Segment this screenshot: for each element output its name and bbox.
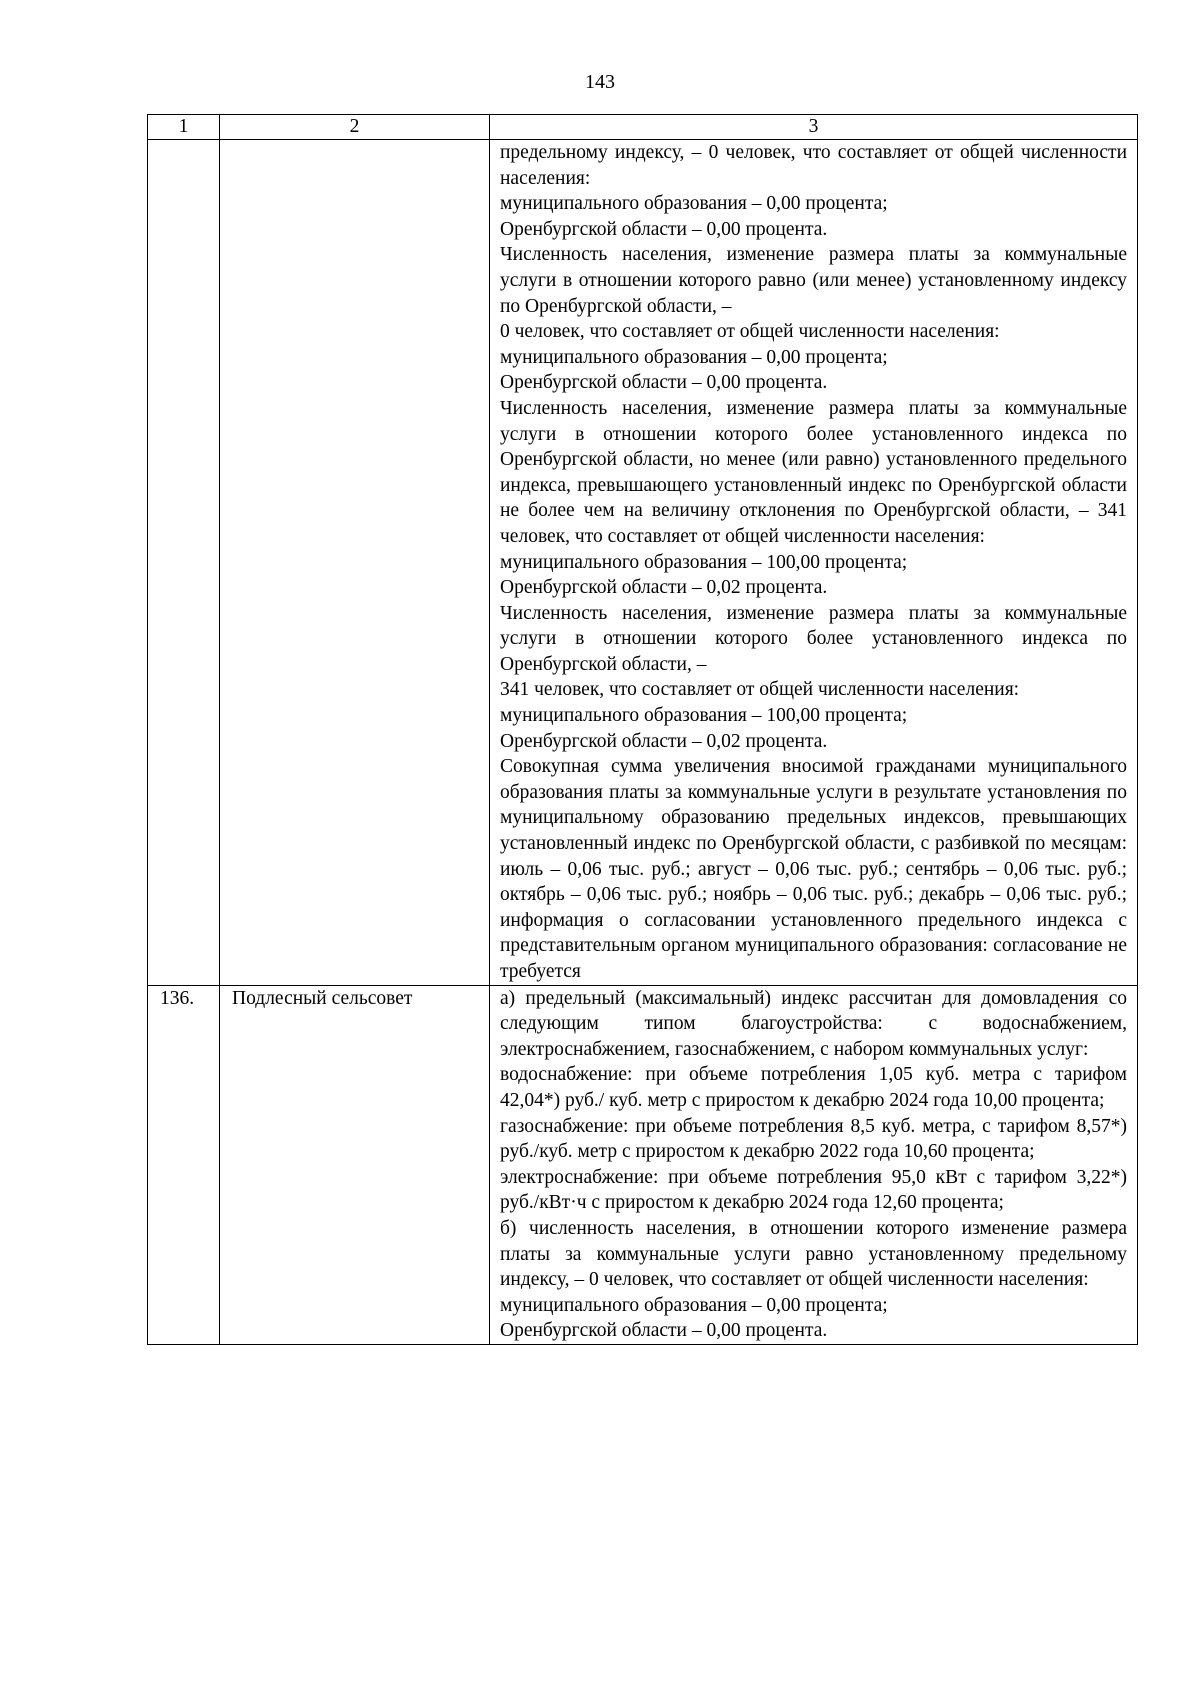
paragraph: электроснабжение: при объеме потребления 95,0 кВт с тарифом 3,22*) руб./кВт·ч с приростом к декабрю 2024 года 12,60 процента;: [500, 1166, 1127, 1214]
page-number: 143: [585, 71, 615, 93]
paragraph: Совокупная сумма увеличения вносимой гражданами муниципального образования платы за коммунальные услуги в результате установления по муниципальному образованию предельных индексов, превышающих установленный индекс по Оренбургской области, с разбивкой по месяцам: июль – 0,06 тыс. руб.; август – 0,06 тыс. руб.; сентябрь – 0,06 тыс. руб.; октябрь – 0,06 тыс. руб.; ноябрь – 0,06 тыс. руб.; декабрь – 0,06 тыс. руб.; информация о согласовании установленного предельного индекса с представительным органом муниципального образования: согласование не требуется: [500, 756, 1127, 982]
paragraph: Оренбургской области – 0,02 процента.: [500, 730, 828, 752]
paragraph: Численность населения, изменение размера платы за коммунальные услуги в отношении которого более установленного индекса по Оренбургской области, –: [500, 602, 1127, 675]
table-header-row: [148, 115, 1138, 140]
paragraph: муниципального образования – 0,00 процента;: [500, 193, 888, 215]
paragraph: Оренбургской области – 0,00 процента.: [500, 372, 828, 394]
paragraph: 0 человек, что составляет от общей численности населения:: [500, 321, 1000, 343]
paragraph: газоснабжение: при объеме потребления 8,5 куб. метра, с тарифом 8,57*) руб./куб. метр с приростом к декабрю 2022 года 10,60 процента;: [500, 1115, 1127, 1163]
table-row: [148, 140, 1138, 986]
paragraph: муниципального образования – 100,00 процента;: [500, 551, 908, 573]
table-row: [148, 985, 1138, 1344]
header-col-2: 2: [220, 115, 490, 140]
paragraph: Оренбургской области – 0,02 процента.: [500, 577, 828, 599]
header-col-1: 1: [148, 115, 220, 140]
paragraph: Оренбургской области – 0,00 процента.: [500, 1320, 828, 1342]
paragraph: а) предельный (максимальный) индекс рассчитан для домовладения со следующим типом благоустройства: с водоснабжением, электроснабжением, газоснабжением, с набором коммунальных услуг:: [500, 987, 1127, 1060]
document-table: [147, 114, 1138, 1345]
paragraph: муниципального образования – 0,00 процента;: [500, 346, 888, 368]
paragraph: Численность населения, изменение размера платы за коммунальные услуги в отношении которого более установленного индекса по Оренбургской области, но менее (или равно) установленного предельного индекса, превышающего установленный индекс по Оренбургской области не более чем на величину отклонения по Оренбургской области, – 341 человек, что составляет от общей численности населения:: [500, 397, 1127, 547]
paragraph: б) численность населения, в отношении которого изменение размера платы за коммунальные услуги равно установленному предельному индексу, – 0 человек, что составляет от общей численности населения:: [500, 1217, 1127, 1291]
row-number: 136.: [148, 985, 220, 1344]
paragraph: Численность населения, изменение размера платы за коммунальные услуги в отношении которого равно (или менее) установленному индексу по Оренбургской области, –: [500, 244, 1127, 317]
row-name: [220, 140, 490, 986]
paragraph: муниципального образования – 100,00 процента;: [500, 705, 908, 727]
row-name: Подлесный сельсовет: [220, 985, 490, 1344]
paragraph: муниципального образования – 0,00 процента;: [500, 1294, 888, 1316]
paragraph: предельному индексу, – 0 человек, что составляет от общей численности населения:: [500, 142, 1127, 189]
header-col-3: 3: [490, 115, 1138, 140]
row-number: [148, 140, 220, 986]
row-description: [490, 985, 1138, 1344]
row-description: [490, 140, 1138, 986]
paragraph: водоснабжение: при объеме потребления 1,05 куб. метра с тарифом 42,04*) руб./ куб. метр с приростом к декабрю 2024 года 10,00 процента;: [500, 1064, 1127, 1111]
paragraph: 341 человек, что составляет от общей численности населения:: [500, 679, 1020, 701]
paragraph: Оренбургской области – 0,00 процента.: [500, 218, 828, 240]
